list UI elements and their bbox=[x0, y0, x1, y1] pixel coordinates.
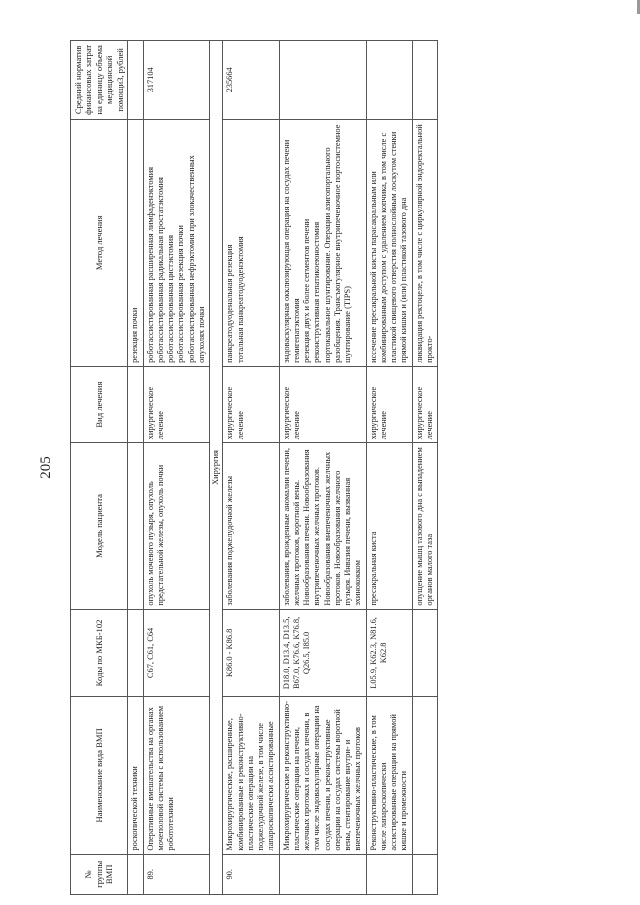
cell-method: иссечение пресакральной кисты парасакральным или комбинированным доступом с удалением копчика, в том числе с пластикой свищевого отверстия полнослойным лоскутом стенки прямой кишки и (или) пластикой тазового дна bbox=[366, 119, 412, 366]
section-title: Хирургия bbox=[210, 41, 223, 895]
cell-type: хирургическое лечение bbox=[143, 366, 210, 442]
cell-type: хирургическое лечение bbox=[223, 366, 279, 442]
table-row bbox=[366, 41, 412, 895]
table-row bbox=[412, 41, 438, 895]
table-row bbox=[128, 41, 143, 895]
cell-type: хирургическое лечение bbox=[366, 366, 412, 442]
cell-name: роскопической техники bbox=[128, 697, 143, 854]
cell-codes: L05.9, K62.3, N81.6, K62.8 bbox=[366, 609, 412, 697]
cell-model: заболевания, врожденные аномалии печени, желчных протоков, воротной вены. Новообразования печени. Новообразования внутрипеченочных желчных протоков. Новообразования внепеченочных желчных протоков. Новообразования желчного пузыря. Инвазия печени, вызванная эхинококком bbox=[279, 443, 366, 609]
cell-type: хирургическое лечение bbox=[279, 366, 366, 442]
cell-method: панкреатодуоденальная резекция тотальная панкреатодуоденэктомия bbox=[223, 119, 279, 366]
cell-group: 89. bbox=[143, 854, 210, 894]
table-row bbox=[279, 41, 366, 895]
section-row bbox=[210, 41, 223, 895]
cell-codes: K86.0 - K86.8 bbox=[223, 609, 279, 697]
cell-model: пресакральная киста bbox=[366, 443, 412, 609]
header-name: Наименование вида ВМП bbox=[71, 697, 128, 854]
header-group: № группы ВМП bbox=[71, 854, 128, 894]
table-row bbox=[223, 41, 279, 895]
cell-cost: 235664 bbox=[223, 41, 279, 120]
header-model: Модель пациента bbox=[71, 443, 128, 609]
cell-method: ликвидация ректоцеле, в том числе с циркулярной эндоректальной прокто- bbox=[412, 119, 438, 366]
table-row bbox=[143, 41, 210, 895]
page-number: 205 bbox=[38, 456, 54, 479]
header-cost: Средний норматив финансовых затрат на единицу объема медицинской помощи3, рублей bbox=[71, 41, 128, 120]
cell-cost: 317104 bbox=[143, 41, 210, 120]
header-row bbox=[71, 41, 128, 895]
cell-name: Микрохирургические и реконструктивно-пластические операции на печени, желчных протоках и сосудах печени, в том числе эндоваскулярные операции на сосудах печени, и реконструктивные операции на сосудах системы воротной вены, стентирование внутри- и внепеченочных желчных протоков bbox=[279, 697, 366, 854]
header-method: Метод лечения bbox=[71, 119, 128, 366]
cell-name: Оперативные вмешательства на органах мочеполовой системы с использованием робототехники bbox=[143, 697, 210, 854]
cell-model: опухоль мочевого пузыря, опухоль предстательной железы, опухоль почки bbox=[143, 443, 210, 609]
cell-model: заболевания поджелудочной железы bbox=[223, 443, 279, 609]
cell-type: хирургическое лечение bbox=[412, 366, 438, 442]
cell-codes: C67, C61, C64 bbox=[143, 609, 210, 697]
header-codes: Коды по МКБ-102 bbox=[71, 609, 128, 697]
cell-method: резекция почки bbox=[128, 119, 143, 366]
rotated-sheet bbox=[38, 40, 590, 895]
cell-method: роботассистированная расширенная лимфаденэктомия роботассистированная радикальная простатэктомия роботассистированная цистэктомия роботассистированная резекция почки роботассистированная нефрэктомия при злокачественных опухолях почки bbox=[143, 119, 210, 366]
vmp-table bbox=[70, 40, 438, 895]
cell-name: Микрохирургические, расширенные, комбинированные и реконструктивно-пластические операции на поджелудочной железе, в том числе лапароскопически ассистированные bbox=[223, 697, 279, 854]
cell-group: 90. bbox=[223, 854, 279, 894]
cell-model: опущение мышц тазового дна с выпадением органов малого таза bbox=[412, 443, 438, 609]
cell-codes: D18.0, D13.4, D13.5, B67.0, K76.6, K76.8, Q26.5, I85.0 bbox=[279, 609, 366, 697]
cell-method: эндоваскулярная окклюзирующая операция на сосудах печени гемигепатэктомия резекция двух и более сегментов печени реконструктивная гепатикоеюностомия портокавальное шунтирование. Операции азигопортального разобщения. Трансъюгулярное внутрипеченочное портосистемное шунтирование (TIPS) bbox=[279, 119, 366, 366]
cell-name: Реконструктивно-пластические, в том числе лапароскопически ассистированные операции на прямой кишке и промежности bbox=[366, 697, 412, 854]
header-type: Вид лечения bbox=[71, 366, 128, 442]
